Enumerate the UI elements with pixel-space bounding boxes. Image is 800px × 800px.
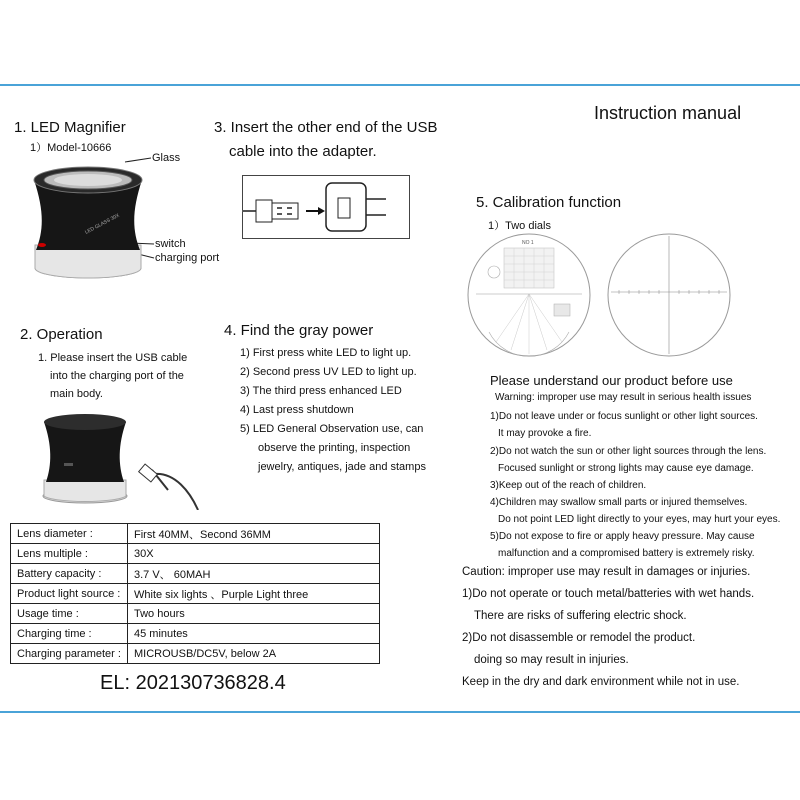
section4-heading: 4. Find the gray power: [224, 322, 374, 339]
list-item: 3) The third press enhanced LED: [240, 385, 402, 397]
label-glass: Glass: [152, 152, 181, 164]
list-item: 4) Last press shutdown: [240, 404, 354, 416]
list-item: 2) Second press UV LED to light up.: [240, 366, 417, 378]
model-label: 1）Model-10666: [30, 142, 112, 154]
section5-heading: 5. Calibration function: [476, 194, 622, 211]
table-row: [11, 604, 380, 624]
top-rule: [0, 84, 800, 86]
warning-line: 5)Do not expose to fire or apply heavy pressure. May cause: [490, 531, 755, 542]
spec-value: MICROUSB/DC5V, below 2A: [128, 644, 380, 664]
table-row: [11, 644, 380, 664]
section1-heading: 1. LED Magnifier: [14, 119, 126, 136]
magnifier-illustration: [30, 150, 160, 290]
caution-line: Caution: improper use may result in damages or injuries.: [462, 566, 751, 578]
table-row: [11, 624, 380, 644]
spec-key: Lens multiple :: [11, 544, 128, 564]
page-title: Instruction manual: [594, 103, 742, 123]
spec-key: Battery capacity :: [11, 564, 128, 584]
warning-line: It may provoke a fire.: [498, 428, 592, 439]
spec-value: 3.7 V、 60MAH: [128, 564, 380, 584]
list-item: 5) LED General Observation use, can: [240, 423, 424, 435]
caution-line: There are risks of suffering electric shock.: [474, 610, 687, 622]
safety-heading: Please understand our product before use: [490, 373, 733, 388]
caution-line: Keep in the dry and dark environment while not in use.: [462, 676, 740, 688]
warning-line: 3)Keep out of the reach of children.: [490, 480, 647, 491]
dial-label: NO 1: [522, 240, 534, 246]
spec-value: First 40MM、Second 36MM: [128, 524, 380, 544]
spec-value: 30X: [128, 544, 380, 564]
table-row: [11, 564, 380, 584]
list-item: jewelry, antiques, jade and stamps: [258, 461, 426, 473]
section2-steps: [38, 349, 187, 403]
warning-line: malfunction and a compromised battery is extremely risky.: [498, 548, 755, 559]
table-row: [11, 584, 380, 604]
warning-line: 1)Do not leave under or focus sunlight or other light sources.: [490, 411, 758, 422]
section5-sub: 1）Two dials: [488, 220, 551, 232]
spec-value: White six lights 、Purple Light three: [128, 584, 380, 604]
device-print: LED GLASS 30X: [84, 212, 121, 236]
warning-line: Focused sunlight or strong lights may cause eye damage.: [498, 463, 754, 474]
step-line: main body.: [50, 388, 103, 400]
spec-value: 45 minutes: [128, 624, 380, 644]
spec-table: [10, 523, 380, 664]
step-line: 1. Please insert the USB cable: [38, 352, 188, 364]
bottom-rule: [0, 711, 800, 713]
label-charging-port: charging port: [155, 252, 220, 264]
caution-line: 2)Do not disassemble or remodel the product.: [462, 632, 696, 644]
list-item: observe the printing, inspection: [258, 442, 411, 454]
spec-key: Charging parameter :: [11, 644, 128, 664]
section2-heading: 2. Operation: [20, 326, 103, 343]
usb-adapter-illustration: [242, 175, 410, 239]
table-row: [11, 544, 380, 564]
spec-key: Product light source :: [11, 584, 128, 604]
el-number: EL: 202130736828.4: [100, 672, 286, 694]
label-switch: switch: [155, 238, 186, 250]
reticle-dial-grid: [466, 232, 592, 358]
spec-key: Charging time :: [11, 624, 128, 644]
section3-line2: cable into the adapter.: [229, 143, 377, 160]
spec-key: Lens diameter :: [11, 524, 128, 544]
spec-value: Two hours: [128, 604, 380, 624]
spec-key: Usage time :: [11, 604, 128, 624]
list-item: 1) First press white LED to light up.: [240, 347, 412, 359]
section4-list: [240, 344, 426, 477]
charging-illustration: [40, 410, 200, 510]
warning-line: Warning: improper use may result in serious health issues: [495, 392, 752, 403]
caution-line: doing so may result in injuries.: [474, 654, 629, 666]
warning-line: Do not point LED light directly to your eyes, may hurt your eyes.: [498, 514, 781, 525]
reticle-dial-cross: [606, 232, 732, 358]
table-row: [11, 524, 380, 544]
warning-line: 4)Children may swallow small parts or injured themselves.: [490, 497, 748, 508]
section3-line1: 3. Insert the other end of the USB: [214, 119, 438, 136]
warning-line: 2)Do not watch the sun or other light sources through the lens.: [490, 446, 767, 457]
step-line: into the charging port of the: [50, 370, 184, 382]
caution-line: 1)Do not operate or touch metal/batteries with wet hands.: [462, 588, 755, 600]
